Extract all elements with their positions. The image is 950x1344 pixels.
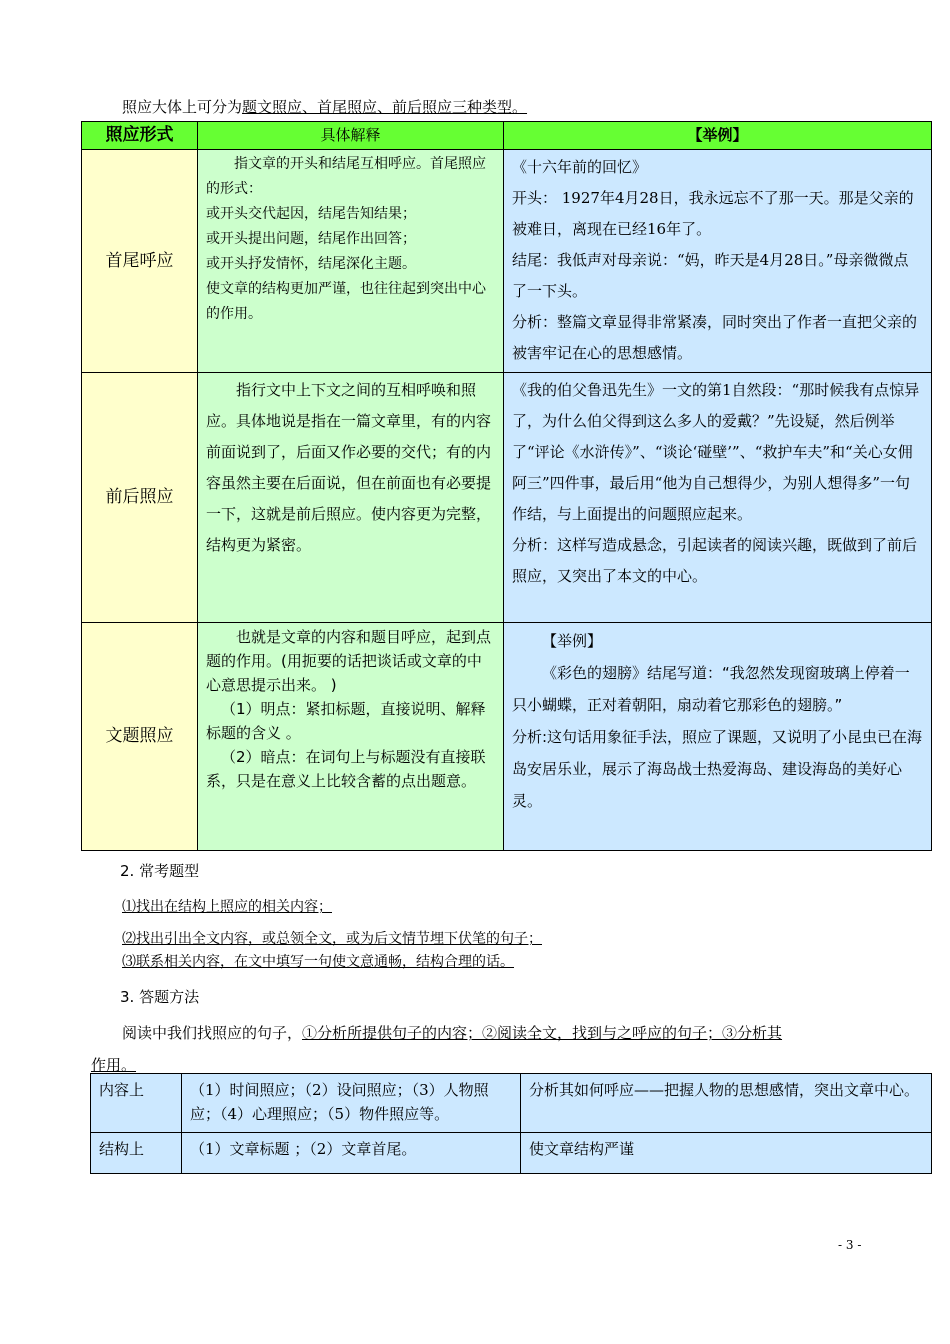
method-label: 结构上 [91, 1133, 182, 1174]
method-paragraph [122, 1022, 782, 1043]
explanation-text: 或开头抒发情怀，结尾深化主题。 [206, 256, 416, 272]
page-number: - 3 - [838, 1238, 862, 1252]
example-cell [504, 150, 932, 373]
explanation-text: 使文章的结构更加严谨，也往往起到突出中心的作用。 [206, 281, 486, 322]
example-text: 《彩色的翅膀》结尾写道：“我忽然发现窗玻璃上停着一只小蝴蝶，正对着朝阳，扇动着它那彩色的翅膀。” [512, 664, 910, 714]
example-text: 《我的伯父鲁迅先生》一文的第1自然段：“那时候我有点惊异了，为什么伯父得到这么多人的爱戴？”先设疑，然后例举了“评论《水浒传》”、“谈论‘碰壁’”、“救护车夫”和“关心女佣阿三”四件事，最后用“他为自己想得少，为别人想得多”一句作结，与上面提出的问题照应起来。 [512, 381, 920, 523]
example-text: 结尾：我低声对母亲说：“妈，昨天是4月28日。”母亲微微点了一下头。 [512, 251, 909, 300]
explanation-text: 指行文中上下文之间的互相呼唤和照应。具体地说是指在一篇文章里，有的内容前面说到了，后面又作必要的交代；有的内容虽然主要在后面说，但在前面也有必要提一下，这就是前后照应。使内容更为完整，结构更为紧密。 [206, 381, 492, 554]
example-cell [504, 373, 932, 623]
form-cell: 首尾呼应 [82, 150, 198, 373]
method-steps: ①分析所提供句子的内容；②阅读全文，找到与之呼应的句子；③分析其 [302, 1024, 783, 1042]
header-explanation: 具体解释 [198, 122, 504, 150]
table-row [91, 1133, 932, 1174]
method-table [90, 1073, 932, 1174]
explanation-cell [198, 150, 504, 373]
header-example: 【举例】 [504, 122, 932, 150]
intro-types: 题文照应、首尾照应、前后照应三种类型。 [242, 98, 528, 116]
table-row [82, 150, 932, 373]
header-form: 照应形式 [82, 122, 198, 150]
question-type-item: ⑵找出引出全文内容，或总领全文，或为后文情节埋下伏笔的句子； [122, 931, 542, 947]
section2-heading: 2. 常考题型 [120, 862, 200, 880]
example-text: 【举例】 [542, 632, 603, 650]
example-text: 分析:这句话用象征手法，照应了课题，又说明了小昆虫已在海岛安居乐业，展示了海岛战士热爱海岛、建设海岛的美好心灵。 [512, 728, 923, 810]
question-type-item: ⑶联系相关内容，在文中填写一句使文意通畅，结构合理的话。 [122, 954, 514, 970]
method-effect: 使文章结构严谨 [521, 1133, 932, 1174]
intro-prefix: 照应大体上可分为 [122, 98, 243, 116]
section3-heading: 3. 答题方法 [120, 988, 200, 1006]
explanation-text: 或开头交代起因，结尾告知结果； [206, 206, 416, 222]
explanation-text: （1）明点：紧扣标题，直接说明、解释标题的含义 。 [206, 700, 486, 742]
example-text: 分析：这样写造成悬念，引起读者的阅读兴趣，既做到了前后照应，又突出了本文的中心。 [512, 536, 918, 585]
method-types: （1）时间照应；（2）设问照应；（3）人物照应；（4）心理照应；（5）物件照应等。 [182, 1074, 521, 1133]
correspondence-table [81, 121, 932, 851]
explanation-text: （2）暗点：在词句上与标题没有直接联系，只是在意义上比较含蓄的点出题意。 [206, 748, 486, 790]
form-cell: 前后照应 [82, 373, 198, 623]
question-type-item: ⑴找出在结构上照应的相关内容； [122, 899, 332, 915]
table-header-row [82, 122, 932, 150]
explanation-text: 指文章的开头和结尾互相呼应。首尾照应的形式： [206, 156, 486, 197]
example-text: 《十六年前的回忆》 [512, 158, 648, 176]
table-row [82, 623, 932, 851]
method-types: （1）文章标题 ；（2）文章首尾。 [182, 1133, 521, 1174]
method-paragraph-end: 作用。 [91, 1056, 137, 1074]
explanation-text: 也就是文章的内容和题目呼应，起到点题的作用。(用扼要的话把谈话或文章的中心意思提示出来。 ) [206, 628, 492, 694]
example-text: 分析：整篇文章显得非常紧凑，同时突出了作者一直把父亲的被害牢记在心的思想感情。 [512, 313, 918, 362]
example-text: 开头： 1927年4月28日，我永远忘不了那一天。那是父亲的被难日，离现在已经16年了。 [512, 189, 914, 238]
explanation-cell [198, 373, 504, 623]
table-row [91, 1074, 932, 1133]
intro-line [122, 96, 527, 117]
form-cell: 文题照应 [82, 623, 198, 851]
explanation-cell [198, 623, 504, 851]
method-label: 内容上 [91, 1074, 182, 1133]
example-cell [504, 623, 932, 851]
table-row [82, 373, 932, 623]
explanation-text: 或开头提出问题，结尾作出回答； [206, 231, 416, 247]
method-prefix: 阅读中我们找照应的句子， [122, 1024, 303, 1042]
method-effect: 分析其如何呼应——把握人物的思想感情，突出文章中心。 [521, 1074, 932, 1133]
